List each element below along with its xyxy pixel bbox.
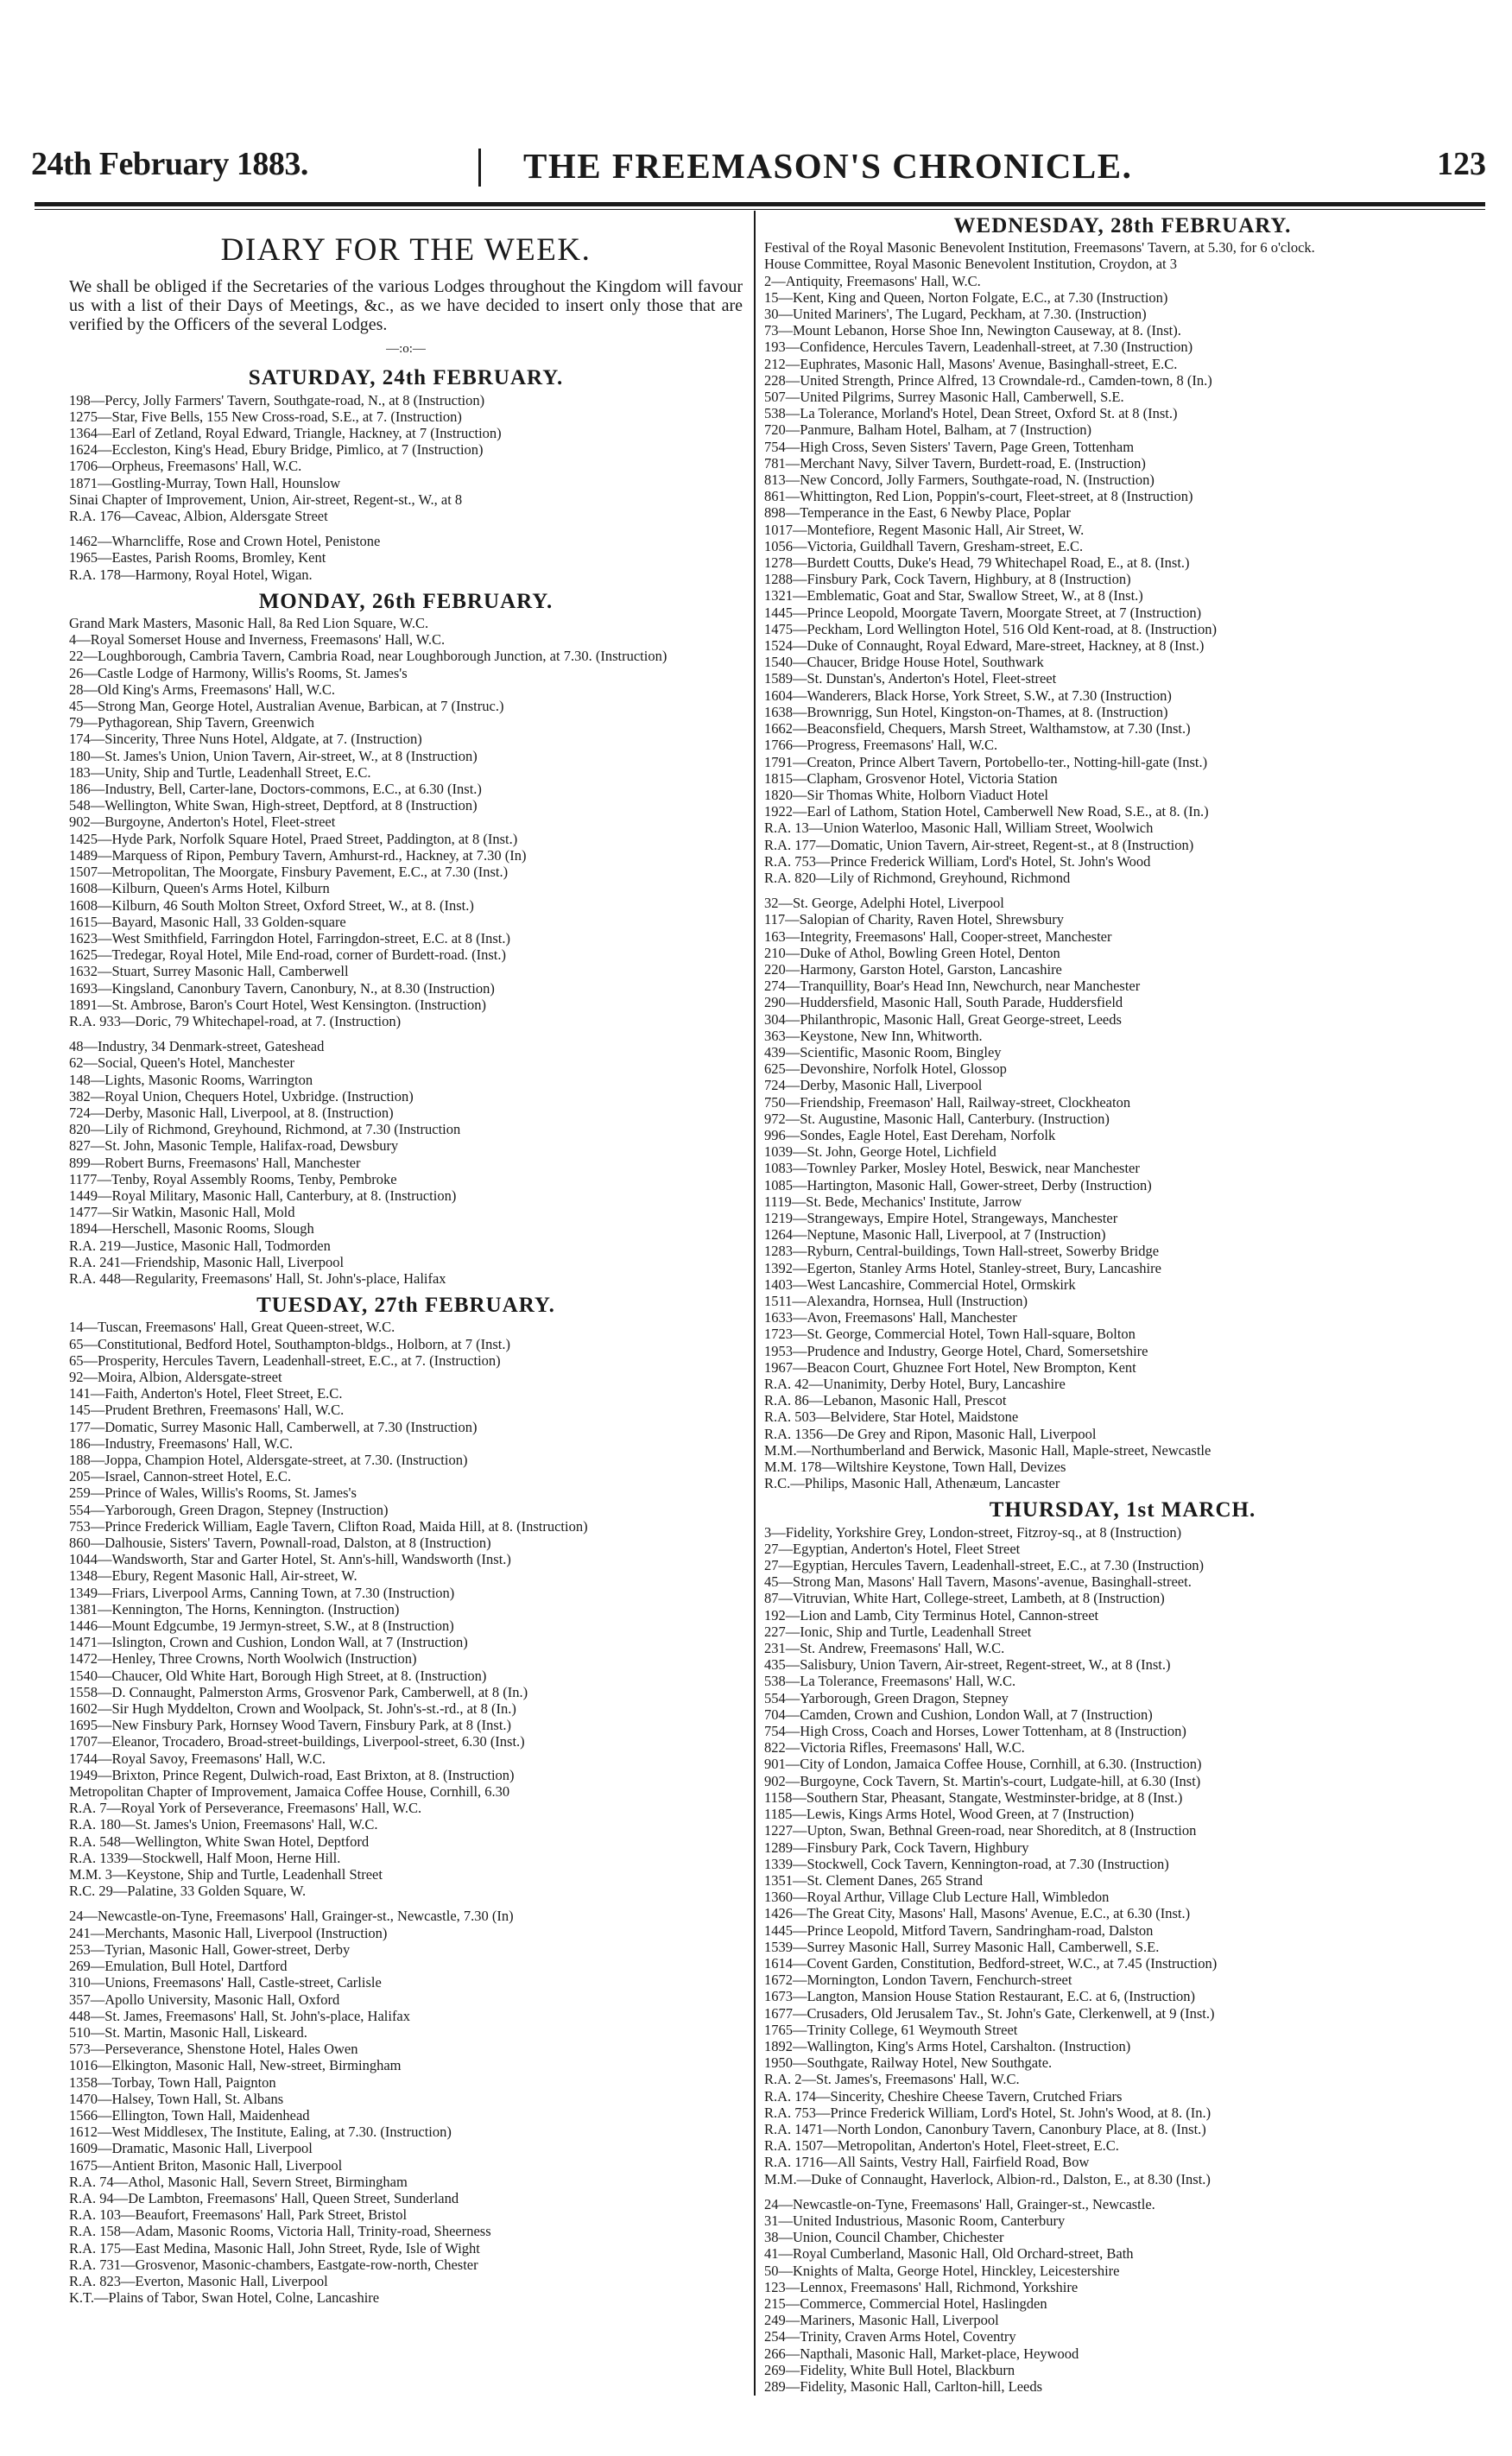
- lodge-entry: 1871—Gostling-Murray, Town Hall, Hounslow: [69, 474, 341, 491]
- lodge-entry: R.A. 94—De Lambton, Freemasons' Hall, Queen Street, Sunderland: [69, 2189, 459, 2206]
- lodge-entry: 1392—Egerton, Stanley Arms Hotel, Stanley-street, Bury, Lancashire: [764, 1259, 1161, 1276]
- lodge-entry: 720—Panmure, Balham Hotel, Balham, at 7 (Instruction): [764, 421, 1091, 439]
- lodge-entry: 1471—Islington, Crown and Cushion, London Wall, at 7 (Instruction): [69, 1634, 468, 1651]
- lodge-entry: 1677—Crusaders, Old Jerusalem Tav., St. John's Gate, Clerkenwell, at 9 (Inst.): [764, 2004, 1215, 2022]
- lodge-entry: 1477—Sir Watkin, Masonic Hall, Mold: [69, 1204, 295, 1221]
- lodge-entry: R.C.—Philips, Masonic Hall, Athenæum, Lancaster: [764, 1475, 1060, 1492]
- lodge-entry: R.A. 1356—De Grey and Ripon, Masonic Hall, Liverpool: [764, 1425, 1097, 1442]
- lodge-entry: 554—Yarborough, Green Dragon, Stepney (Instruction): [69, 1501, 389, 1518]
- lodge-entry: 73—Mount Lebanon, Horse Shoe Inn, Newington Causeway, at 8. (Inst).: [764, 322, 1181, 339]
- lodge-entry: 996—Sondes, Eagle Hotel, East Dereham, Norfolk: [764, 1126, 1056, 1143]
- lodge-entry: 1614—Covent Garden, Constitution, Bedford-street, W.C., at 7.45 (Instruction): [764, 1954, 1218, 1972]
- lodge-entry: 1321—Emblematic, Goat and Star, Swallow Street, W., at 8 (Inst.): [764, 587, 1143, 605]
- lodge-entry: 1339—Stockwell, Cock Tavern, Kennington-road, at 7.30 (Instruction): [764, 1855, 1169, 1872]
- lodge-entry: 180—St. James's Union, Union Tavern, Air-street, W., at 8 (Instruction): [69, 747, 478, 764]
- lodge-entry: R.A. 241—Friendship, Masonic Hall, Liverpool: [69, 1253, 345, 1270]
- lodge-entry: R.A. 1471—North London, Canonbury Tavern, Canonbury Place, at 8. (Inst.): [764, 2120, 1206, 2137]
- page-number: 123: [1437, 146, 1486, 182]
- day-heading: TUESDAY, 27th FEBRUARY.: [256, 1294, 555, 1318]
- lodge-entry: 1623—West Smithfield, Farringdon Hotel, Farringdon-street, E.C. at 8 (Inst.): [69, 929, 511, 946]
- lodge-entry: 899—Robert Burns, Freemasons' Hall, Manchester: [69, 1154, 361, 1171]
- lodge-entry: 1472—Henley, Three Crowns, North Woolwich (Instruction): [69, 1650, 417, 1668]
- lodge-entry: 274—Tranquillity, Boar's Head Inn, Newchurch, near Manchester: [764, 978, 1141, 995]
- lodge-entry: 220—Harmony, Garston Hotel, Garston, Lancashire: [764, 960, 1062, 978]
- lodge-entry: R.A. 158—Adam, Masonic Rooms, Victoria Hall, Trinity-road, Sheerness: [69, 2223, 491, 2240]
- lodge-entry: 24—Newcastle-on-Tyne, Freemasons' Hall, Grainger-st., Newcastle, 7.30 (In): [69, 1908, 514, 1925]
- lodge-entry: 861—Whittington, Red Lion, Poppin's-court, Fleet-street, at 8 (Instruction): [764, 488, 1193, 505]
- right-day-sections: [764, 218, 1481, 2395]
- lodge-entry: 1425—Hyde Park, Norfolk Square Hotel, Praed Street, Paddington, at 8 (Inst.): [69, 830, 518, 847]
- lodge-entry: 1470—Halsey, Town Hall, St. Albans: [69, 2090, 284, 2107]
- lodge-entry: 750—Friendship, Freemason' Hall, Railway-street, Clockheaton: [764, 1093, 1131, 1111]
- lodge-entry: 1638—Brownrigg, Sun Hotel, Kingston-on-Thames, at 8. (Instruction): [764, 703, 1168, 720]
- lodge-entry: M.M. 3—Keystone, Ship and Turtle, Leadenhall Street: [69, 1866, 383, 1883]
- lodge-entry: 1158—Southern Star, Pheasant, Stangate, Westminster-bridge, at 8 (Inst.): [764, 1788, 1183, 1806]
- lodge-entry: R.A. 823—Everton, Masonic Hall, Liverpool: [69, 2272, 328, 2289]
- lodge-entry: 1524—Duke of Connaught, Royal Edward, Mare-street, Hackney, at 8 (Inst.): [764, 637, 1205, 655]
- lodge-entry: 1707—Eleanor, Trocadero, Broad-street-buildings, Liverpool-street, 6.30 (Inst.): [69, 1733, 525, 1750]
- lodge-entry: 1624—Eccleston, King's Head, Ebury Bridge, Pimlico, at 7 (Instruction): [69, 441, 484, 459]
- lodge-entry: R.A. 548—Wellington, White Swan Hotel, Deptford: [69, 1833, 370, 1850]
- lodge-entry: 192—Lion and Lamb, City Terminus Hotel, Cannon-street: [764, 1606, 1099, 1624]
- group-spacer: [69, 1029, 743, 1038]
- lodge-entry: 198—Percy, Jolly Farmers' Tavern, Southgate-road, N., at 8 (Instruction): [69, 391, 485, 408]
- lodge-entry: 1589—St. Dunstan's, Anderton's Hotel, Fleet-street: [764, 670, 1057, 687]
- lodge-entry: Grand Mark Masters, Masonic Hall, 8a Red Lion Square, W.C.: [69, 615, 429, 632]
- diary-title: DIARY FOR THE WEEK.: [220, 232, 592, 268]
- lodge-entry: 186—Industry, Bell, Carter-lane, Doctors-commons, E.C., at 6.30 (Inst.): [69, 781, 482, 798]
- page-header: [31, 145, 1486, 197]
- lodge-entry: 50—Knights of Malta, George Hotel, Hinckley, Leicestershire: [764, 2262, 1120, 2279]
- lodge-entry: 1403—West Lancashire, Commercial Hotel, Ormskirk: [764, 1275, 1076, 1293]
- lodge-entry: R.A. 753—Prince Frederick William, Lord's Hotel, St. John's Wood, at 8. (In.): [764, 2104, 1211, 2121]
- lodge-entry: M.M. 178—Wiltshire Keystone, Town Hall, Devizes: [764, 1459, 1066, 1476]
- lodge-entry: 38—Union, Council Chamber, Chichester: [764, 2229, 1004, 2246]
- lodge-entry: Sinai Chapter of Improvement, Union, Air-street, Regent-st., W., at 8: [69, 491, 463, 508]
- lodge-entry: 813—New Concord, Jolly Farmers, Southgate-road, N. (Instruction): [764, 472, 1155, 489]
- lodge-entry: 1462—Wharncliffe, Rose and Crown Hotel, Penistone: [69, 533, 381, 550]
- group-spacer: [69, 524, 743, 533]
- lodge-entry: 145—Prudent Brethren, Freemasons' Hall, W.C.: [69, 1402, 345, 1419]
- lodge-entry: R.A. 7—Royal York of Perseverance, Freemasons' Hall, W.C.: [69, 1800, 422, 1817]
- lodge-entry: 898—Temperance in the East, 6 Newby Place, Poplar: [764, 504, 1071, 522]
- lodge-entry: R.A. 177—Domatic, Union Tavern, Air-street, Regent-st., at 8 (Instruction): [764, 836, 1194, 853]
- lodge-entry: 45—Strong Man, George Hotel, Australian Avenue, Barbican, at 7 (Instruc.): [69, 698, 504, 715]
- lodge-entry: Festival of the Royal Masonic Benevolent Institution, Freemasons' Tavern, at 5.30, for 6 o'clock.: [764, 239, 1315, 256]
- lodge-entry: House Committee, Royal Masonic Benevolent Institution, Croydon, at 3: [764, 256, 1177, 273]
- lodge-entry: 1950—Southgate, Railway Hotel, New Southgate.: [764, 2054, 1053, 2072]
- lodge-entry: 1016—Elkington, Masonic Hall, New-street, Birmingham: [69, 2057, 402, 2074]
- issue-date: 24th February 1883.: [31, 146, 308, 182]
- lodge-entry: R.A. 1716—All Saints, Vestry Hall, Fairfield Road, Bow: [764, 2154, 1090, 2171]
- lodge-entry: 28—Old King's Arms, Freemasons' Hall, W.C.: [69, 680, 335, 698]
- lodge-entry: 1083—Townley Parker, Mosley Hotel, Beswick, near Manchester: [764, 1160, 1140, 1177]
- lodge-entry: 1185—Lewis, Kings Arms Hotel, Wood Green, at 7 (Instruction): [764, 1806, 1135, 1823]
- lodge-entry: 538—La Tolerance, Freemasons' Hall, W.C.: [764, 1673, 1016, 1690]
- lodge-entry: 1426—The Great City, Masons' Hall, Masons' Avenue, E.C., at 6.30 (Inst.): [764, 1905, 1191, 1922]
- lodge-entry: 1766—Progress, Freemasons' Hall, W.C.: [764, 737, 998, 754]
- group-spacer: [764, 2187, 1481, 2196]
- lodge-entry: 117—Salopian of Charity, Raven Hotel, Shrewsbury: [764, 911, 1065, 928]
- lodge-entry: 724—Derby, Masonic Hall, Liverpool, at 8. (Instruction): [69, 1104, 394, 1121]
- lodge-entry: 2—Antiquity, Freemasons' Hall, W.C.: [764, 272, 981, 289]
- lodge-entry: 1965—Eastes, Parish Rooms, Bromley, Kent: [69, 549, 326, 567]
- lodge-entry: 1608—Kilburn, 46 South Molton Street, Oxford Street, W., at 8. (Inst.): [69, 896, 474, 914]
- lodge-entry: 22—Loughborough, Cambria Tavern, Cambria Road, near Loughborough Junction, at 7.30. (Instruction): [69, 648, 667, 665]
- lodge-entry: 1695—New Finsbury Park, Hornsey Wood Tavern, Finsbury Park, at 8 (Inst.): [69, 1717, 512, 1734]
- lodge-entry: 1017—Montefiore, Regent Masonic Hall, Air Street, W.: [764, 521, 1085, 538]
- lodge-entry: 1219—Strangeways, Empire Hotel, Strangeways, Manchester: [764, 1209, 1118, 1226]
- lodge-entry: 1608—Kilburn, Queen's Arms Hotel, Kilburn: [69, 880, 330, 897]
- lodge-entry: 754—High Cross, Seven Sisters' Tavern, Page Green, Tottenham: [764, 438, 1135, 455]
- lodge-entry: R.A. 731—Grosvenor, Masonic-chambers, Eastgate-row-north, Chester: [69, 2256, 478, 2273]
- lodge-entry: 174—Sincerity, Three Nuns Hotel, Aldgate, at 7. (Instruction): [69, 731, 422, 748]
- lodge-entry: 1360—Royal Arthur, Village Club Lecture Hall, Wimbledon: [764, 1889, 1110, 1906]
- lodge-entry: 1381—Kennington, The Horns, Kennington. (Instruction): [69, 1600, 400, 1617]
- lodge-entry: 822—Victoria Rifles, Freemasons' Hall, W.C.: [764, 1739, 1025, 1757]
- lodge-entry: 1609—Dramatic, Masonic Hall, Liverpool: [69, 2140, 313, 2157]
- lodge-entry: R.A. 13—Union Waterloo, Masonic Hall, William Street, Woolwich: [764, 820, 1154, 837]
- lodge-entry: 1922—Earl of Lathom, Station Hotel, Camberwell New Road, S.E., at 8. (In.): [764, 803, 1209, 820]
- lodge-entry: 1602—Sir Hugh Myddelton, Crown and Woolpack, St. John's-st.-rd., at 8 (In.): [69, 1700, 516, 1718]
- lodge-entry: 1507—Metropolitan, The Moorgate, Finsbury Pavement, E.C., at 7.30 (Inst.): [69, 864, 509, 881]
- lodge-entry: 87—Vitruvian, White Hart, College-street, Lambeth, at 8 (Instruction): [764, 1590, 1165, 1607]
- lodge-entry: 781—Merchant Navy, Silver Tavern, Burdett-road, E. (Instruction): [764, 454, 1146, 472]
- lodge-entry: 1633—Avon, Freemasons' Hall, Manchester: [764, 1309, 1017, 1326]
- lodge-entry: 24—Newcastle-on-Tyne, Freemasons' Hall, Grainger-st., Newcastle.: [764, 2195, 1155, 2212]
- lodge-entry: 704—Camden, Crown and Cushion, London Wall, at 7 (Instruction): [764, 1706, 1153, 1723]
- lodge-entry: R.C. 29—Palatine, 33 Golden Square, W.: [69, 1883, 307, 1900]
- header-rule-thick: [35, 202, 1485, 206]
- lodge-entry: 507—United Pilgrims, Surrey Masonic Hall, Camberwell, S.E.: [764, 389, 1124, 406]
- lodge-entry: 1949—Brixton, Prince Regent, Dulwich-road, East Brixton, at 8. (Instruction): [69, 1766, 515, 1783]
- lodge-entry: 827—St. John, Masonic Temple, Halifax-road, Dewsbury: [69, 1137, 399, 1155]
- lodge-entry: 30—United Mariners', The Lugard, Peckham, at 7.30. (Instruction): [764, 306, 1147, 323]
- lodge-entry: 304—Philanthropic, Masonic Hall, Great George-street, Leeds: [764, 1010, 1122, 1028]
- lodge-entry: M.M.—Duke of Connaught, Haverlock, Albion-rd., Dalston, E., at 8.30 (Inst.): [764, 2170, 1211, 2187]
- lodge-entry: 1445—Prince Leopold, Mitford Tavern, Sandringham-road, Dalston: [764, 1921, 1154, 1939]
- lodge-entry: 227—Ionic, Ship and Turtle, Leadenhall Street: [764, 1623, 1032, 1640]
- lodge-entry: 188—Joppa, Champion Hotel, Aldersgate-street, at 7.30. (Instruction): [69, 1452, 468, 1468]
- lodge-entry: 289—Fidelity, Masonic Hall, Carlton-hill, Leeds: [764, 2378, 1043, 2395]
- lodge-entry: 554—Yarborough, Green Dragon, Stepney: [764, 1689, 1009, 1706]
- lodge-entry: 902—Burgoyne, Anderton's Hotel, Fleet-street: [69, 813, 336, 831]
- lodge-entry: 1351—St. Clement Danes, 265 Strand: [764, 1871, 983, 1889]
- lodge-entry: 27—Egyptian, Hercules Tavern, Leadenhall-street, E.C., at 7.30 (Instruction): [764, 1557, 1204, 1574]
- lodge-entry: 1278—Burdett Coutts, Duke's Head, 79 Whitechapel Road, E., at 8. (Inst.): [764, 554, 1190, 572]
- lodge-entry: 1558—D. Connaught, Palmerston Arms, Grosvenor Park, Camberwell, at 8 (In.): [69, 1683, 528, 1700]
- lodge-entry: 1706—Orpheus, Freemasons' Hall, W.C.: [69, 458, 302, 475]
- lodge-entry: 1625—Tredegar, Royal Hotel, Mile End-road, corner of Burdett-road. (Inst.): [69, 946, 506, 964]
- lodge-entry: 902—Burgoyne, Cock Tavern, St. Martin's-court, Ludgate-hill, at 6.30 (Inst): [764, 1772, 1201, 1789]
- lodge-entry: R.A. 1339—Stockwell, Half Moon, Herne Hill.: [69, 1849, 341, 1866]
- lodge-entry: R.A. 933—Doric, 79 Whitechapel-road, at 7. (Instruction): [69, 1012, 402, 1029]
- lodge-entry: 3—Fidelity, Yorkshire Grey, London-street, Fitzroy-sq., at 8 (Instruction): [764, 1523, 1182, 1541]
- lodge-entry: 1815—Clapham, Grosvenor Hotel, Victoria Station: [764, 769, 1058, 787]
- lodge-entry: 1604—Wanderers, Black Horse, York Street, S.W., at 7.30 (Instruction): [764, 687, 1172, 704]
- lodge-entry: R.A. 176—Caveac, Albion, Aldersgate Street: [69, 508, 328, 525]
- lodge-entry: 1693—Kingsland, Canonbury Tavern, Canonbury, N., at 8.30 (Instruction): [69, 979, 495, 997]
- lodge-entry: 1539—Surrey Masonic Hall, Surrey Masonic Hall, Camberwell, S.E.: [764, 1938, 1160, 1955]
- lodge-entry: 290—Huddersfield, Masonic Hall, South Parade, Huddersfield: [764, 994, 1123, 1011]
- lodge-entry: 1289—Finsbury Park, Cock Tavern, Highbury: [764, 1839, 1029, 1856]
- lodge-entry: R.A. 180—St. James's Union, Freemasons' Hall, W.C.: [69, 1816, 378, 1833]
- lodge-entry: 249—Mariners, Masonic Hall, Liverpool: [764, 2312, 999, 2329]
- lodge-entry: 754—High Cross, Coach and Horses, Lower Tottenham, at 8 (Instruction): [764, 1723, 1186, 1740]
- lodge-entry: R.A. 103—Beaufort, Freemasons' Hall, Park Street, Bristol: [69, 2206, 408, 2224]
- lodge-entry: 1349—Friars, Liverpool Arms, Canning Town, at 7.30 (Instruction): [69, 1584, 455, 1601]
- lodge-entry: 210—Duke of Athol, Bowling Green Hotel, Denton: [764, 944, 1060, 961]
- lodge-entry: 357—Apollo University, Masonic Hall, Oxford: [69, 1991, 340, 2008]
- lodge-entry: 177—Domatic, Surrey Masonic Hall, Camberwell, at 7.30 (Instruction): [69, 1418, 478, 1435]
- lodge-entry: 901—City of London, Jamaica Coffee House, Cornhill, at 6.30. (Instruction): [764, 1756, 1202, 1773]
- lodge-entry: 26—Castle Lodge of Harmony, Willis's Rooms, St. James's: [69, 664, 408, 681]
- lodge-entry: 1511—Alexandra, Hornsea, Hull (Instruction): [764, 1293, 1028, 1309]
- lodge-entry: R.A. 753—Prince Frederick William, Lord's Hotel, St. John's Wood: [764, 852, 1151, 870]
- lodge-entry: R.A. 178—Harmony, Royal Hotel, Wigan.: [69, 566, 313, 583]
- lodge-entry: 1358—Torbay, Town Hall, Paignton: [69, 2073, 276, 2091]
- lodge-entry: R.A. 448—Regularity, Freemasons' Hall, St. John's-place, Halifax: [69, 1269, 446, 1287]
- lodge-entry: 1967—Beacon Court, Ghuznee Fort Hotel, New Brompton, Kent: [764, 1358, 1136, 1376]
- lodge-entry: 860—Dalhousie, Sisters' Tavern, Pownall-road, Dalston, at 8 (Instruction): [69, 1535, 491, 1552]
- lodge-entry: M.M.—Northumberland and Berwick, Masonic Hall, Maple-street, Newcastle: [764, 1441, 1211, 1459]
- lodge-entry: 65—Prosperity, Hercules Tavern, Leadenhall-street, E.C., at 7. (Instruction): [69, 1351, 501, 1369]
- right-column: [764, 218, 1481, 2402]
- lodge-entry: 1044—Wandsworth, Star and Garter Hotel, St. Ann's-hill, Wandsworth (Inst.): [69, 1551, 511, 1568]
- lodge-entry: 193—Confidence, Hercules Tavern, Leadenhall-street, at 7.30 (Instruction): [764, 339, 1193, 356]
- lodge-entry: 1632—Stuart, Surrey Masonic Hall, Camberwell: [69, 963, 349, 980]
- day-heading: WEDNESDAY, 28th FEBRUARY.: [953, 218, 1292, 237]
- lodge-entry: 205—Israel, Cannon-street Hotel, E.C.: [69, 1468, 292, 1485]
- lodge-entry: 382—Royal Union, Chequers Hotel, Uxbridge. (Instruction): [69, 1087, 414, 1105]
- header-divider: [478, 149, 481, 187]
- lodge-entry: 439—Scientific, Masonic Room, Bingley: [764, 1043, 1002, 1060]
- lodge-entry: 510—St. Martin, Masonic Hall, Liskeard.: [69, 2023, 307, 2041]
- lodge-entry: 31—United Industrious, Masonic Room, Canterbury: [764, 2212, 1066, 2229]
- lodge-entry: R.A. 175—East Medina, Masonic Hall, John Street, Ryde, Isle of Wight: [69, 2239, 480, 2257]
- group-spacer: [764, 886, 1481, 895]
- lodge-entry: 1540—Chaucer, Bridge House Hotel, Southwark: [764, 654, 1044, 671]
- lodge-entry: 41—Royal Cumberland, Masonic Hall, Old Orchard-street, Bath: [764, 2245, 1134, 2263]
- lodge-entry: 448—St. James, Freemasons' Hall, St. John's-place, Halifax: [69, 2007, 411, 2024]
- lodge-entry: 1892—Wallington, King's Arms Hotel, Carshalton. (Instruction): [764, 2037, 1131, 2054]
- lodge-entry: 15—Kent, King and Queen, Norton Folgate, E.C., at 7.30 (Instruction): [764, 288, 1168, 306]
- lodge-entry: R.A. 219—Justice, Masonic Hall, Todmorden: [69, 1237, 331, 1254]
- lodge-entry: 1672—Mornington, London Tavern, Fenchurch-street: [764, 1972, 1072, 1989]
- lodge-entry: 1566—Ellington, Town Hall, Maidenhead: [69, 2106, 310, 2124]
- lodge-entry: 1615—Bayard, Masonic Hall, 33 Golden-square: [69, 913, 346, 930]
- header-rule-thin: [35, 209, 1485, 210]
- ornament-separator: —:o:—: [386, 342, 426, 357]
- lodge-entry: 123—Lennox, Freemasons' Hall, Richmond, Yorkshire: [764, 2278, 1079, 2295]
- lodge-entry: 14—Tuscan, Freemasons' Hall, Great Queen-street, W.C.: [69, 1319, 395, 1336]
- lodge-entry: 269—Fidelity, White Bull Hotel, Blackburn: [764, 2361, 1015, 2378]
- left-day-sections: [69, 366, 743, 2307]
- lodge-entry: 92—Moira, Albion, Aldersgate-street: [69, 1368, 282, 1385]
- lodge-entry: Metropolitan Chapter of Improvement, Jamaica Coffee House, Cornhill, 6.30: [69, 1783, 510, 1801]
- lodge-entry: 241—Merchants, Masonic Hall, Liverpool (Instruction): [69, 1924, 388, 1941]
- lodge-entry: 1348—Ebury, Regent Masonic Hall, Air-street, W.: [69, 1567, 357, 1585]
- lodge-entry: 186—Industry, Freemasons' Hall, W.C.: [69, 1434, 294, 1452]
- lodge-entry: 259—Prince of Wales, Willis's Rooms, St. James's: [69, 1484, 357, 1502]
- day-heading: MONDAY, 26th FEBRUARY.: [258, 589, 554, 613]
- lodge-entry: 1039—St. John, George Hotel, Lichfield: [764, 1143, 996, 1161]
- lodge-entry: 1744—Royal Savoy, Freemasons' Hall, W.C.: [69, 1750, 326, 1767]
- lodge-entry: 1894—Herschell, Masonic Rooms, Slough: [69, 1220, 314, 1237]
- lodge-entry: 148—Lights, Masonic Rooms, Warrington: [69, 1071, 313, 1088]
- lodge-entry: 1791—Creaton, Prince Albert Tavern, Portobello-ter., Notting-hill-gate (Inst.): [764, 753, 1208, 770]
- lodge-entry: 1364—Earl of Zetland, Royal Edward, Triangle, Hackney, at 7 (Instruction): [69, 425, 502, 442]
- lodge-entry: R.A. 74—Athol, Masonic Hall, Severn Street, Birmingham: [69, 2173, 408, 2190]
- lodge-entry: R.A. 2—St. James's, Freemasons' Hall, W.C.: [764, 2071, 1020, 2088]
- lodge-entry: 1446—Mount Edgcumbe, 19 Jermyn-street, S.W., at 8 (Instruction): [69, 1617, 454, 1635]
- lodge-entry: 1891—St. Ambrose, Baron's Court Hotel, West Kensington. (Instruction): [69, 996, 487, 1013]
- lodge-entry: 1275—Star, Five Bells, 155 New Cross-road, S.E., at 7. (Instruction): [69, 408, 462, 425]
- lodge-entry: 1288—Finsbury Park, Cock Tavern, Highbury, at 8 (Instruction): [764, 571, 1131, 588]
- lodge-entry: 1119—St. Bede, Mechanics' Institute, Jarrow: [764, 1193, 1022, 1210]
- lodge-entry: 163—Integrity, Freemasons' Hall, Cooper-street, Manchester: [764, 927, 1112, 945]
- lodge-entry: 1662—Beaconsfield, Chequers, Marsh Street, Walthamstow, at 7.30 (Inst.): [764, 720, 1191, 737]
- left-column: [69, 218, 743, 2402]
- lodge-entry: 1085—Hartington, Masonic Hall, Gower-street, Derby (Instruction): [764, 1176, 1152, 1193]
- day-heading: SATURDAY, 24th FEBRUARY.: [248, 366, 564, 390]
- lodge-entry: 363—Keystone, New Inn, Whitworth.: [764, 1027, 983, 1044]
- lodge-entry: 1723—St. George, Commercial Hotel, Town Hall-square, Bolton: [764, 1326, 1136, 1343]
- lodge-entry: 1612—West Middlesex, The Institute, Ealing, at 7.30. (Instruction): [69, 2124, 452, 2141]
- lodge-entry: 45—Strong Man, Masons' Hall Tavern, Masons'-avenue, Basinghall-street.: [764, 1573, 1192, 1591]
- lodge-entry: 548—Wellington, White Swan, High-street, Deptford, at 8 (Instruction): [69, 797, 478, 814]
- column-divider: [754, 211, 756, 2396]
- lodge-entry: 1445—Prince Leopold, Moorgate Tavern, Moorgate Street, at 7 (Instruction): [764, 604, 1202, 621]
- lodge-entry: 1673—Langton, Mansion House Station Restaurant, E.C. at 6, (Instruction): [764, 1988, 1196, 2005]
- lodge-entry: 4—Royal Somerset House and Inverness, Freemasons' Hall, W.C.: [69, 631, 446, 649]
- lodge-entry: 1475—Peckham, Lord Wellington Hotel, 516 Old Kent-road, at 8. (Instruction): [764, 620, 1217, 637]
- lodge-entry: 625—Devonshire, Norfolk Hotel, Glossop: [764, 1060, 1007, 1078]
- lodge-entry: 32—St. George, Adelphi Hotel, Liverpool: [764, 895, 1004, 912]
- lodge-entry: 1227—Upton, Swan, Bethnal Green-road, near Shoreditch, at 8 (Instruction: [764, 1822, 1197, 1839]
- lodge-entry: R.A. 503—Belvidere, Star Hotel, Maidstone: [764, 1408, 1019, 1426]
- lodge-entry: 215—Commerce, Commercial Hotel, Haslingden: [764, 2295, 1047, 2312]
- lodge-entry: 141—Faith, Anderton's Hotel, Fleet Street, E.C.: [69, 1385, 343, 1402]
- lodge-entry: K.T.—Plains of Tabor, Swan Hotel, Colne, Lancashire: [69, 2289, 380, 2307]
- lodge-entry: 310—Unions, Freemasons' Hall, Castle-street, Carlisle: [69, 1974, 382, 1991]
- lodge-entry: 972—St. Augustine, Masonic Hall, Canterbury. (Instruction): [764, 1110, 1110, 1127]
- lodge-entry: 79—Pythagorean, Ship Tavern, Greenwich: [69, 714, 315, 731]
- lodge-entry: 65—Constitutional, Bedford Hotel, Southampton-bldgs., Holborn, at 7 (Inst.): [69, 1335, 511, 1352]
- lodge-entry: 231—St. Andrew, Freemasons' Hall, W.C.: [764, 1640, 1005, 1657]
- lodge-entry: 1177—Tenby, Royal Assembly Rooms, Tenby, Pembroke: [69, 1170, 397, 1187]
- lodge-entry: 183—Unity, Ship and Turtle, Leadenhall Street, E.C.: [69, 763, 371, 781]
- lodge-entry: R.A. 1507—Metropolitan, Anderton's Hotel, Fleet-street, E.C.: [764, 2137, 1119, 2155]
- lodge-entry: 212—Euphrates, Masonic Hall, Masons' Avenue, Basinghall-street, E.C.: [764, 355, 1178, 372]
- lodge-entry: R.A. 820—Lily of Richmond, Greyhound, Richmond: [764, 869, 1071, 886]
- lodge-entry: 1056—Victoria, Guildhall Tavern, Gresham-street, E.C.: [764, 537, 1084, 554]
- lodge-entry: 1283—Ryburn, Central-buildings, Town Hall-street, Sowerby Bridge: [764, 1243, 1160, 1260]
- lodge-entry: 269—Emulation, Bull Hotel, Dartford: [69, 1958, 288, 1975]
- lodge-entry: 573—Perseverance, Shenstone Hotel, Hales Owen: [69, 2041, 358, 2058]
- group-spacer: [69, 1899, 743, 1908]
- lodge-entry: 62—Social, Queen's Hotel, Manchester: [69, 1054, 294, 1072]
- day-heading: THURSDAY, 1st MARCH.: [989, 1498, 1256, 1522]
- lodge-entry: 538—La Tolerance, Morland's Hotel, Dean Street, Oxford St. at 8 (Inst.): [764, 405, 1178, 422]
- lodge-entry: 48—Industry, 34 Denmark-street, Gateshead: [69, 1038, 325, 1055]
- lodge-entry: 27—Egyptian, Anderton's Hotel, Fleet Street: [764, 1540, 1021, 1557]
- lodge-entry: 1489—Marquess of Ripon, Pembury Tavern, Amhurst-rd., Hackney, at 7.30 (In): [69, 846, 527, 864]
- lodge-entry: R.A. 174—Sincerity, Cheshire Cheese Tavern, Crutched Friars: [764, 2087, 1123, 2105]
- lodge-entry: 1449—Royal Military, Masonic Hall, Canterbury, at 8. (Instruction): [69, 1187, 457, 1204]
- lodge-entry: R.A. 42—Unanimity, Derby Hotel, Bury, Lancashire: [764, 1376, 1066, 1393]
- lodge-entry: 724—Derby, Masonic Hall, Liverpool: [764, 1077, 983, 1094]
- lodge-entry: 1540—Chaucer, Old White Hart, Borough High Street, at 8. (Instruction): [69, 1667, 487, 1684]
- lodge-entry: 1675—Antient Briton, Masonic Hall, Liverpool: [69, 2156, 343, 2174]
- intro-paragraph: We shall be obliged if the Secretaries of the various Lodges throughout the Kingdom will favour us with a list of their Days of Meetings, &c., as we have decided to insert only those that are verified by the Officers of the several Lodges.: [69, 277, 743, 335]
- lodge-entry: 753—Prince Frederick William, Eagle Tavern, Clifton Road, Maida Hill, at 8. (Instruction): [69, 1517, 588, 1535]
- lodge-entry: 228—United Strength, Prince Alfred, 13 Crowndale-rd., Camden-town, 8 (In.): [764, 371, 1212, 389]
- lodge-entry: 1765—Trinity College, 61 Weymouth Street: [764, 2021, 1018, 2038]
- lodge-entry: 254—Trinity, Craven Arms Hotel, Coventry: [764, 2328, 1016, 2345]
- lodge-entry: 1264—Neptune, Masonic Hall, Liverpool, at 7 (Instruction): [764, 1226, 1106, 1244]
- lodge-entry: 1820—Sir Thomas White, Holborn Viaduct Hotel: [764, 786, 1048, 803]
- lodge-entry: 266—Napthali, Masonic Hall, Market-place, Heywood: [764, 2345, 1079, 2362]
- lodge-entry: R.A. 86—Lebanon, Masonic Hall, Prescot: [764, 1392, 1007, 1409]
- lodge-entry: 820—Lily of Richmond, Greyhound, Richmond, at 7.30 (Instruction: [69, 1121, 461, 1138]
- lodge-entry: 1953—Prudence and Industry, George Hotel, Chard, Somersetshire: [764, 1342, 1148, 1359]
- publication-title: THE FREEMASON'S CHRONICLE.: [523, 146, 1133, 186]
- lodge-entry: 435—Salisbury, Union Tavern, Air-street, Regent-street, W., at 8 (Inst.): [764, 1656, 1171, 1674]
- lodge-entry: 253—Tyrian, Masonic Hall, Gower-street, Derby: [69, 1940, 351, 1958]
